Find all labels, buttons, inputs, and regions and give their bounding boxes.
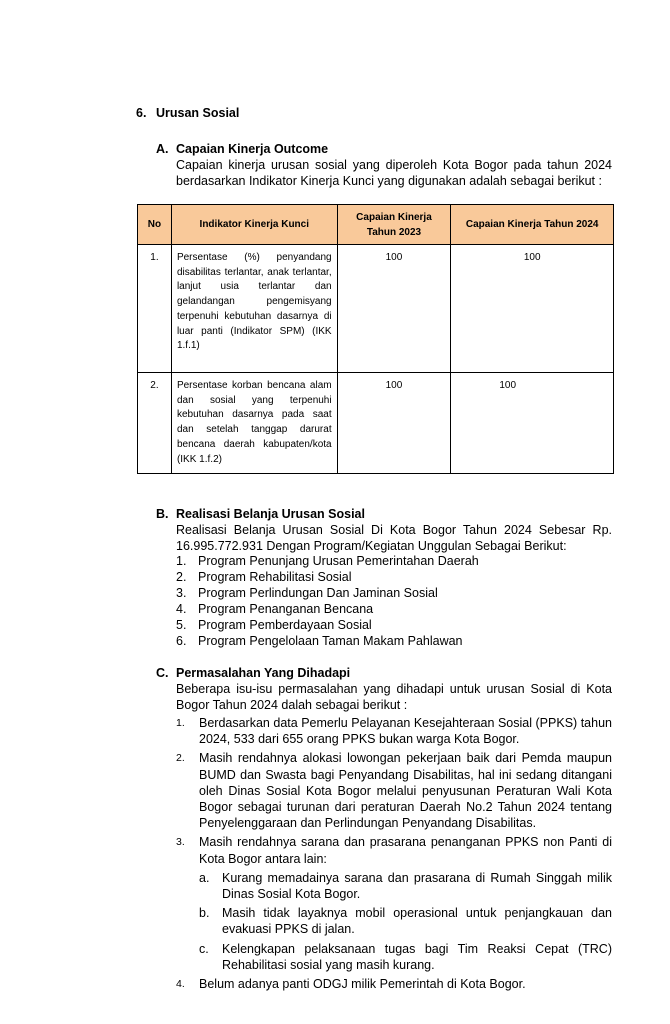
- row-value-2024: 100: [451, 245, 614, 373]
- part-b-intro: Realisasi Belanja Urusan Sosial Di Kota Bogor Tahun 2024 Sebesar Rp. 16.995.772.931 Dengan Program/Kegiatan Unggulan Sebagai Berikut:: [176, 523, 612, 553]
- list-item: 1. Program Penunjang Urusan Pemerintahan Daerah: [176, 554, 479, 568]
- list-item: 2. Masih rendahnya alokasi lowongan pekerjaan baik dari Pemda maupun BUMD dan Swasta bagi Penyandang Disabilitas, hal ini sedang ditangani oleh Dinas Sosial Kota Bogor melalui penyusunan Peraturan Wali Kota Bogor sebagai turunan dari peraturan Daerah No.2 Tahun 2024 tentang Penyelenggaraan dan Perlindungan Penyandang Disabilitas.: [176, 751, 612, 831]
- part-c-letter: C.: [156, 666, 169, 680]
- list-item: 2. Program Rehabilitasi Sosial: [176, 570, 352, 584]
- list-item: 4. Program Penanganan Bencana: [176, 602, 374, 616]
- part-b-letter: B.: [156, 507, 169, 521]
- header-indicator: Indikator Kinerja Kunci: [171, 205, 337, 245]
- part-b-title: Realisasi Belanja Urusan Sosial: [176, 507, 365, 521]
- part-b-heading: [156, 507, 365, 521]
- table-row: [138, 373, 614, 474]
- issue-list: [176, 715, 612, 995]
- list-item: 3. Program Perlindungan Dan Jaminan Sosial: [176, 586, 438, 600]
- row-value-2023: 100: [337, 373, 451, 474]
- sub-list-item: b. Masih tidak layaknya mobil operasional untuk penjangkauan dan evakuasi PPKS di jalan.: [199, 906, 612, 937]
- list-item: 4. Belum adanya panti ODGJ milik Pemerintah di Kota Bogor.: [176, 977, 526, 992]
- list-item: 5. Program Pemberdayaan Sosial: [176, 618, 372, 632]
- row-value-2024: 100: [451, 373, 614, 474]
- row-value-2023: 100: [337, 245, 451, 373]
- part-c-heading: [156, 666, 350, 680]
- row-number: 1.: [138, 245, 172, 373]
- part-a-title: Capaian Kinerja Outcome: [176, 142, 329, 156]
- kpi-table: [137, 204, 614, 474]
- part-a-letter: A.: [156, 142, 169, 156]
- list-item: 3. Masih rendahnya sarana dan prasarana penanganan PPKS non Panti di Kota Bogor antara lain:: [176, 835, 612, 866]
- list-item: 1. Berdasarkan data Pemerlu Pelayanan Kesejahteraan Sosial (PPKS) tahun 2024, 533 dari 655 orang PPKS bukan warga Kota Bogor.: [176, 716, 612, 747]
- part-c-title: Permasalahan Yang Dihadapi: [176, 666, 351, 680]
- part-a-heading: [156, 142, 328, 156]
- program-list: [176, 553, 612, 649]
- header-2023: Capaian Kinerja Tahun 2023: [337, 205, 451, 245]
- sub-list-item: c. Kelengkapan pelaksanaan tugas bagi Tim Reaksi Cepat (TRC) Rehabilitasi sosial yang masih kurang.: [199, 941, 612, 972]
- list-item: 6. Program Pengelolaan Taman Makam Pahlawan: [176, 634, 463, 648]
- sub-list-item: a. Kurang memadainya sarana dan prasarana di Rumah Singgah milik Dinas Sosial Kota Bogor.: [199, 870, 612, 902]
- header-2024: Capaian Kinerja Tahun 2024: [451, 205, 614, 245]
- part-c-intro: Beberapa isu-isu permasalahan yang dihadapi untuk urusan Sosial di Kota Bogor Tahun 2024 dalah sebagai berikut :: [176, 682, 612, 712]
- section-heading: [136, 106, 239, 120]
- row-indicator: Persentase (%) penyandang disabilitas terlantar, anak terlantar, lanjut usia terlantar dan gelandangan pengemisyang terpenuhi kebutuhan dasarnya di luar panti (Indikator SPM) (IKK 1.f.1): [171, 245, 337, 373]
- row-indicator: Persentase korban bencana alam dan sosial yang terpenuhi kebutuhan dasarnya pada saat dan setelah tanggap darurat bencana daerah kabupaten/kota (IKK 1.f.2): [171, 373, 337, 474]
- row-number: 2.: [138, 373, 172, 474]
- section-number: 6.: [136, 106, 147, 120]
- part-a-intro: Capaian kinerja urusan sosial yang diperoleh Kota Bogor pada tahun 2024 berdasarkan Indikator Kinerja Kunci yang digunakan adalah sebagai berikut :: [176, 158, 612, 188]
- header-no: No: [138, 205, 172, 245]
- table-header-row: [138, 205, 614, 245]
- section-title: Urusan Sosial: [156, 106, 240, 120]
- table-row: [138, 245, 614, 373]
